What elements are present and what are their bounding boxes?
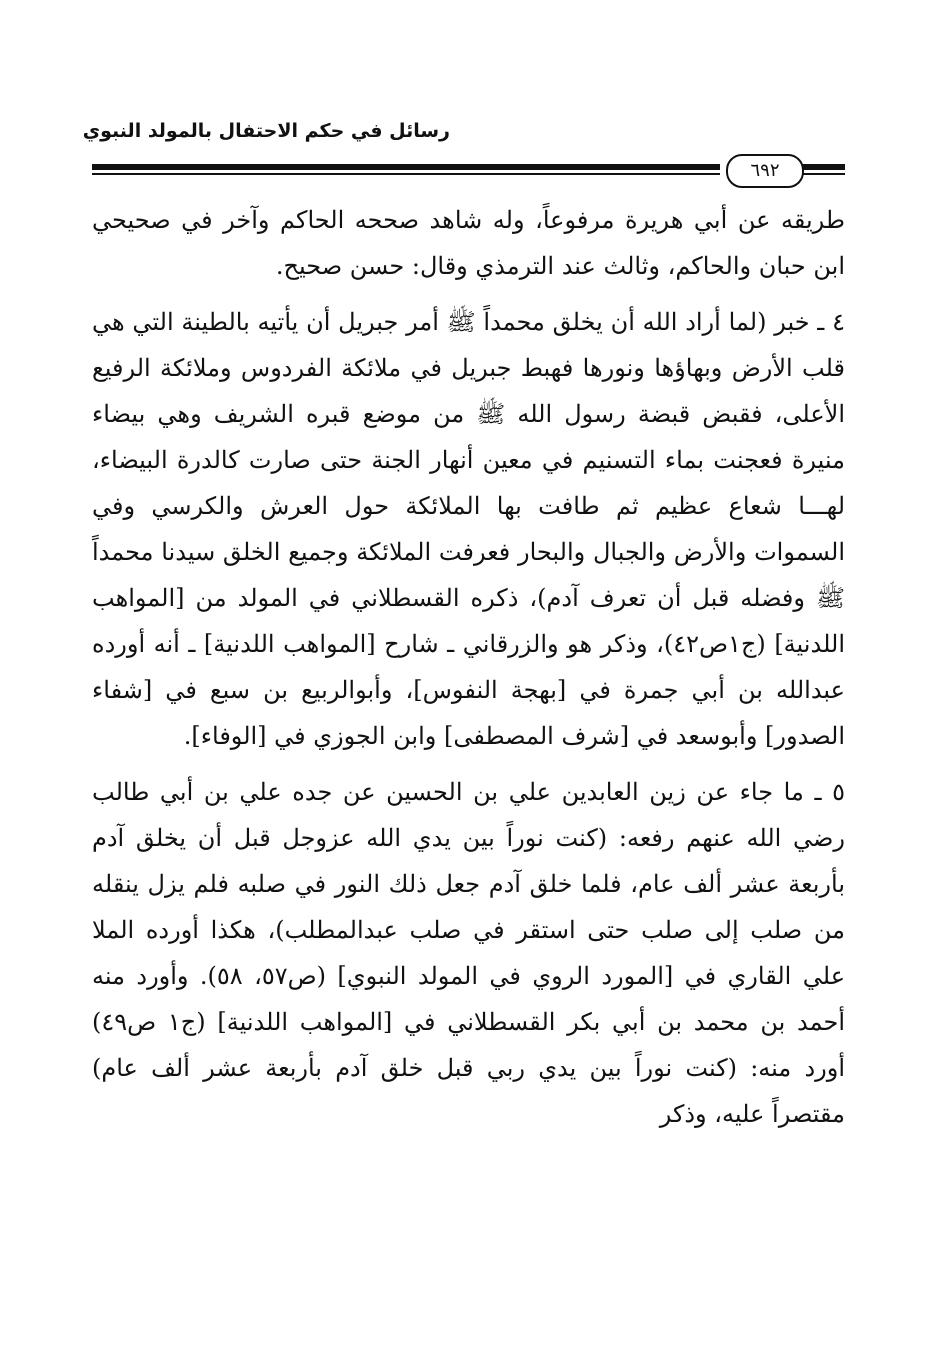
paragraph-3: ٥ ـ ما جاء عن زين العابدين علي بن الحسين عن جده علي بن أبي طالب رضي الله عنهم رفعه: (كنت نوراً بين يدي الله عزوجل قبل أن يخلق آدم بأربعة عشر ألف عام، فلما خلق آدم جعل ذلك النور في صلبه فلم يزل ينقله من صلب إلى صلب حتى استقر في صلب عبدالمطلب)، هكذا أورده الملا علي القاري في [المورد الروي في المولد النبوي] (ص٥٧، ٥٨). وأورد منه أحمد بن محمد بن أبي بكر القسطلاني في [المواهب اللدنية] (ج١ ص٤٩) أورد منه: (كنت نوراً بين يدي ربي قبل خلق آدم بأربعة عشر ألف عام) مقتصراً عليه، وذكر (92, 778, 846, 1128)
header-rule-thick (92, 164, 720, 170)
header-rule-thin (92, 173, 720, 175)
page-header (82, 120, 845, 181)
page-number: ٦٩٢ (726, 154, 804, 188)
body-text (92, 197, 845, 1137)
paragraph-1: طريقه عن أبي هريرة مرفوعاً، وله شاهد صححه الحاكم وآخر في صحيحي ابن حبان والحاكم، وثالث عند الترمذي وقال: حسن صحيح. (92, 206, 845, 280)
header-rule-right-thin (803, 173, 845, 175)
running-title: رسائل في حكم الاحتفال بالمولد النبوي (82, 120, 450, 142)
paragraph-2: ٤ ـ خبر (لما أراد الله أن يخلق محمداً ﷺ أمر جبريل أن يأتيه بالطينة التي هي قلب الأرض وبهاؤها ونورها فهبط جبريل في ملائكة الفردوس وملائكة الرفيع الأعلى، فقبض قبضة رسول الله ﷺ من موضع قبره الشريف وهي بيضاء منيرة فعجنت بماء التسنيم في معين أنهار الجنة حتى صارت كالدرة البيضاء، لهـــا شعاع عظيم ثم طافت بها الملائكة حول العرش والكرسي وفي السموات والأرض والجبال والبحار فعرفت الملائكة وجميع الخلق سيدنا محمداً ﷺ وفضله قبل أن تعرف آدم)، ذكره القسطلاني في المولد من [المواهب اللدنية] (ج١ص٤٢)، وذكر هو والزرقاني ـ شارح [المواهب اللدنية] ـ أنه أورده عبدالله بن أبي جمرة في [بهجة النفوس]، وأبوالربيع بن سبع في [شفاء الصدور] وأبوسعد في [شرف المصطفى] وابن الجوزي في [الوفاء]. (92, 308, 846, 750)
header-rule-right-thick (803, 164, 845, 170)
